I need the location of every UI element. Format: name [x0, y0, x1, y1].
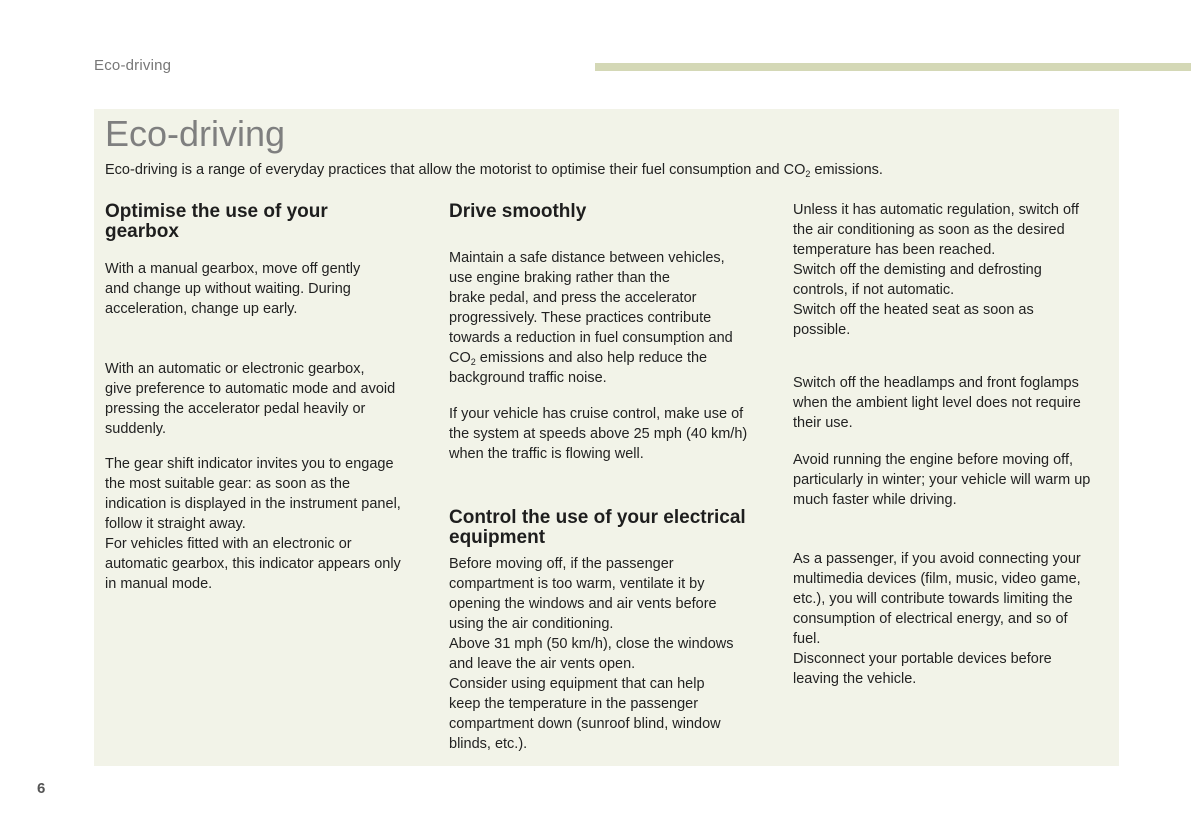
- text-line: the most suitable gear: as soon as the: [105, 476, 351, 492]
- page-title: Eco-driving: [105, 113, 286, 154]
- text-line: CO: [449, 350, 471, 366]
- headlamps-paragraph: [793, 373, 1113, 433]
- text-line: using the air conditioning.: [449, 616, 614, 632]
- multimedia-devices-paragraph: [793, 549, 1113, 689]
- intro-text-before: Eco-driving is a range of everyday practices that allow the motorist to optimise their fuel consumption and CO: [105, 162, 806, 178]
- text-line: compartment down (sunroof blind, window: [449, 716, 721, 732]
- gear-shift-indicator-paragraph: [105, 454, 435, 594]
- text-line: With a manual gearbox, move off gently: [105, 261, 361, 277]
- page-number: 6: [37, 780, 46, 797]
- text-line: Consider using equipment that can help: [449, 676, 705, 692]
- text-line: automatic gearbox, this indicator appears only: [105, 556, 401, 572]
- engine-warmup-paragraph: [793, 450, 1113, 510]
- text-line: If your vehicle has cruise control, make use of: [449, 406, 744, 422]
- text-line: temperature has been reached.: [793, 242, 996, 258]
- text-line: their use.: [793, 415, 853, 431]
- text-line: progressively. These practices contribute: [449, 310, 712, 326]
- text-line: indication is displayed in the instrument panel,: [105, 496, 401, 512]
- gearbox-heading: [105, 202, 435, 242]
- gearbox-automatic-paragraph: [105, 359, 435, 439]
- text-line: Switch off the demisting and defrosting: [793, 262, 1042, 278]
- ventilation-paragraph: [449, 554, 779, 754]
- text-line: suddenly.: [105, 421, 166, 437]
- intro-text-after: emissions.: [810, 162, 883, 178]
- text-line: fuel.: [793, 631, 821, 647]
- text-line: etc.), you will contribute towards limiting the: [793, 591, 1073, 607]
- text-line: Switch off the headlamps and front foglamps: [793, 375, 1079, 391]
- electrical-heading-line2: equipment: [449, 527, 546, 548]
- intro-subscript: 2: [805, 169, 811, 179]
- drive-smoothly-heading: Drive smoothly: [449, 201, 587, 222]
- intro-text: [105, 162, 883, 178]
- text-line: the air conditioning as soon as the desired: [793, 222, 1065, 238]
- column-gearbox: [105, 202, 435, 242]
- text-line: Avoid running the engine before moving off,: [793, 452, 1073, 468]
- text-line: Unless it has automatic regulation, switch off: [793, 202, 1079, 218]
- text-line: towards a reduction in fuel consumption and: [449, 330, 733, 346]
- air-conditioning-paragraph: [793, 200, 1113, 340]
- text-line: opening the windows and air vents before: [449, 596, 717, 612]
- text-line: The gear shift indicator invites you to engage: [105, 456, 394, 472]
- section-header-label: Eco-driving: [94, 57, 172, 74]
- text-line: particularly in winter; your vehicle will warm up: [793, 472, 1091, 488]
- text-line: controls, if not automatic.: [793, 282, 955, 298]
- text-line: With an automatic or electronic gearbox,: [105, 361, 365, 377]
- co2-subscript: 2: [470, 357, 476, 367]
- text-line: Disconnect your portable devices before: [793, 651, 1052, 667]
- text-line: Before moving off, if the passenger: [449, 556, 674, 572]
- gearbox-heading-line1: Optimise the use of your: [105, 201, 328, 222]
- text-line: blinds, etc.).: [449, 736, 528, 752]
- text-line: in manual mode.: [105, 576, 213, 592]
- text-line: pressing the accelerator pedal heavily or: [105, 401, 366, 417]
- text-line: possible.: [793, 322, 851, 338]
- electrical-equipment-heading-block: [449, 508, 779, 548]
- text-line: follow it straight away.: [105, 516, 246, 532]
- electrical-equipment-heading: [449, 508, 779, 548]
- safe-distance-paragraph: [449, 248, 779, 388]
- text-line: leaving the vehicle.: [793, 671, 917, 687]
- cruise-control-paragraph: [449, 404, 779, 464]
- gearbox-manual-paragraph: [105, 259, 435, 319]
- text-line: acceleration, change up early.: [105, 301, 298, 317]
- text-line: For vehicles fitted with an electronic or: [105, 536, 352, 552]
- text-line: give preference to automatic mode and avoid: [105, 381, 396, 397]
- text-line: much faster while driving.: [793, 492, 957, 508]
- text-line: brake pedal, and press the accelerator: [449, 290, 697, 306]
- text-line: As a passenger, if you avoid connecting your: [793, 551, 1081, 567]
- text-line: background traffic noise.: [449, 370, 607, 386]
- text-line: Maintain a safe distance between vehicles,: [449, 250, 725, 266]
- text-line: multimedia devices (film, music, video game,: [793, 571, 1081, 587]
- text-line: when the ambient light level does not require: [793, 395, 1081, 411]
- text-line: use engine braking rather than the: [449, 270, 670, 286]
- text-line: emissions and also help reduce the: [475, 350, 708, 366]
- electrical-heading-line1: Control the use of your electrical: [449, 507, 746, 528]
- text-line: when the traffic is flowing well.: [449, 446, 644, 462]
- header-divider-bar: [595, 63, 1191, 71]
- text-line: consumption of electrical energy, and so of: [793, 611, 1068, 627]
- text-line: keep the temperature in the passenger: [449, 696, 699, 712]
- text-line: and change up without waiting. During: [105, 281, 351, 297]
- gearbox-heading-line2: gearbox: [105, 221, 179, 242]
- text-line: Above 31 mph (50 km/h), close the windows: [449, 636, 734, 652]
- text-line: compartment is too warm, ventilate it by: [449, 576, 705, 592]
- column-drive-smoothly: [449, 202, 779, 222]
- text-line: the system at speeds above 25 mph (40 km/h): [449, 426, 748, 442]
- text-line: Switch off the heated seat as soon as: [793, 302, 1034, 318]
- text-line: and leave the air vents open.: [449, 656, 636, 672]
